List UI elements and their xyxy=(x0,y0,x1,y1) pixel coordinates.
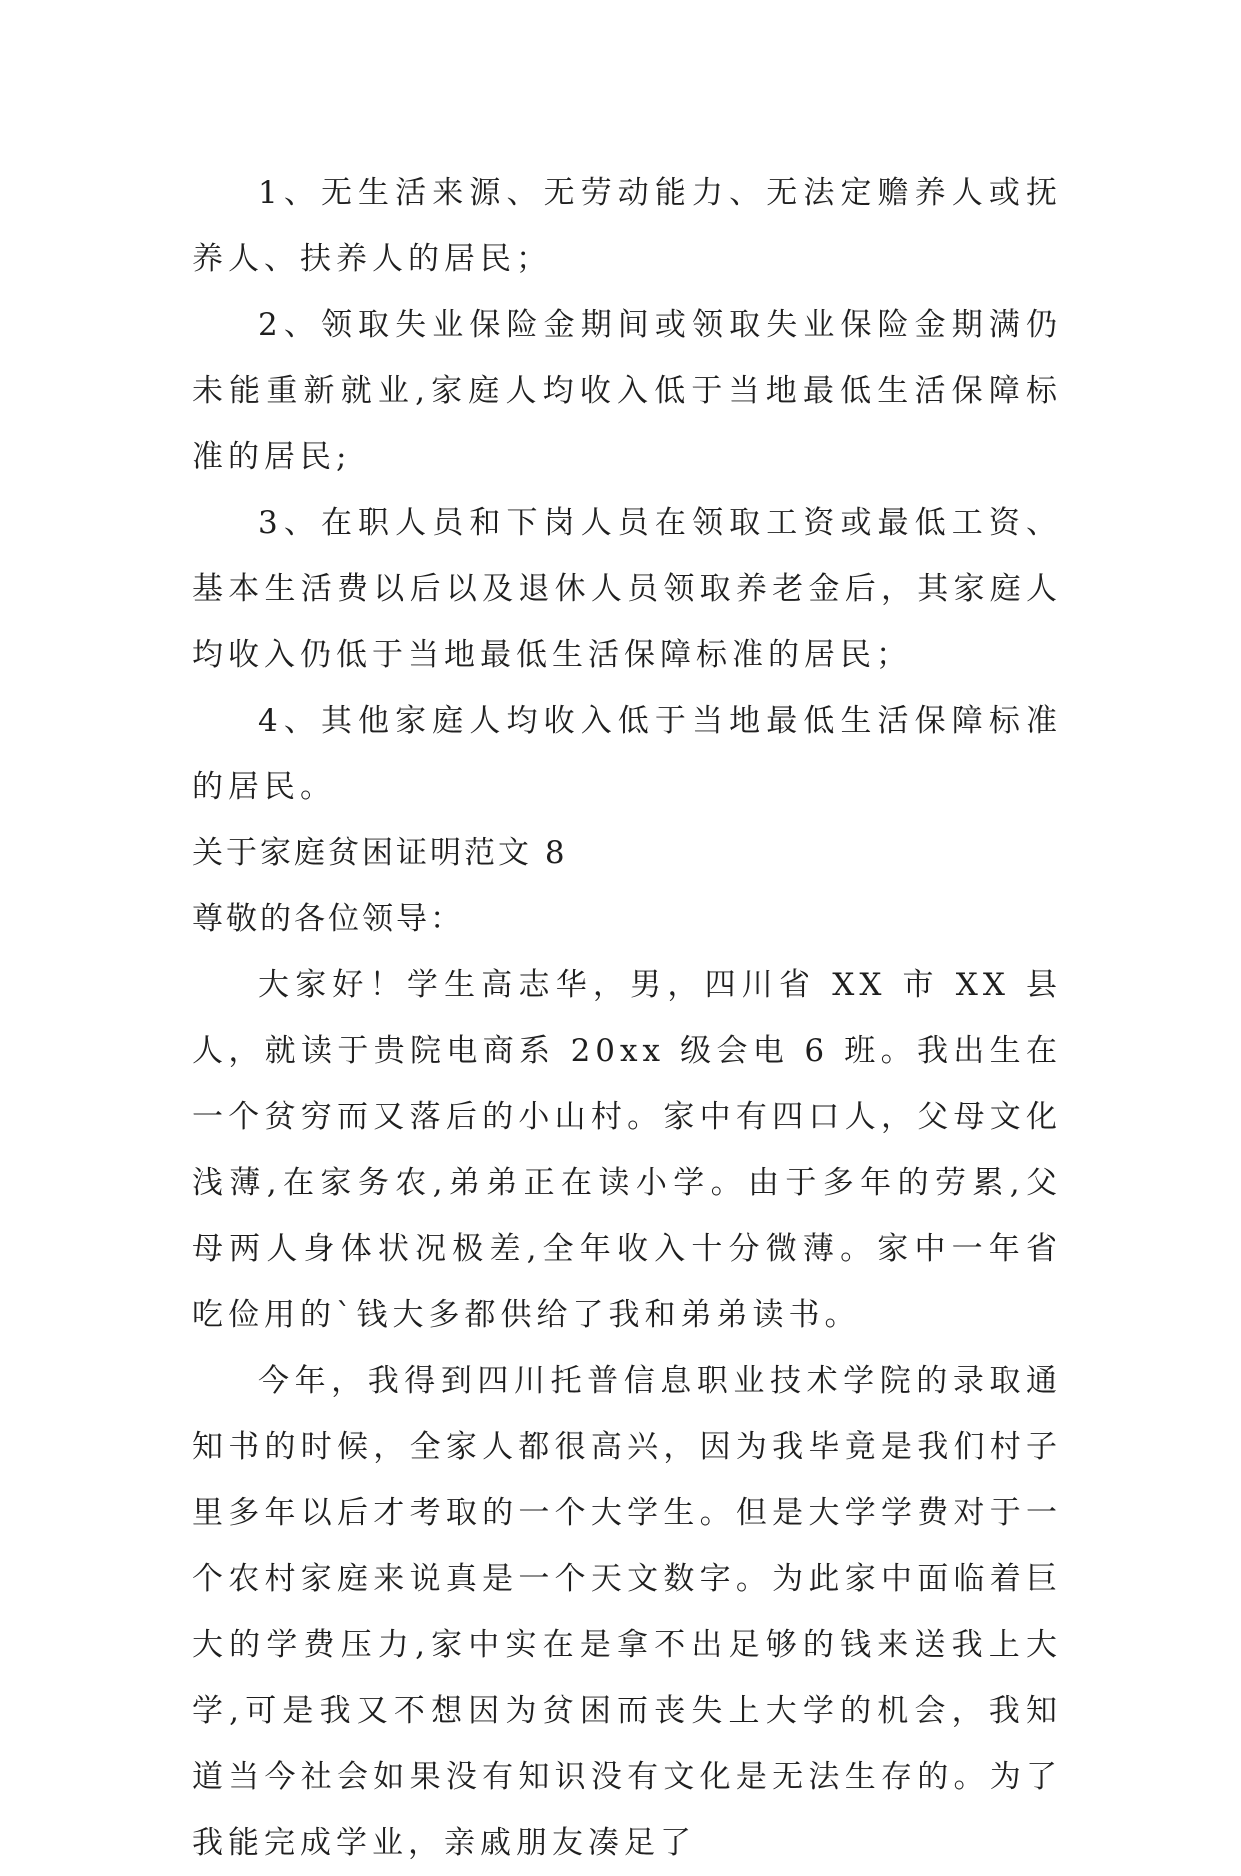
paragraph-item-1: 1、无生活来源、无劳动能力、无法定赡养人或抚养人、扶养人的居民； xyxy=(192,175,1062,277)
paragraph-item-4: 4、其他家庭人均收入低于当地最低生活保障标准的居民。 xyxy=(192,703,1062,805)
salutation: 尊敬的各位领导： xyxy=(192,901,464,937)
paragraph-item-3: 3、在职人员和下岗人员在领取工资或最低工资、基本生活费以后以及退休人员领取养老金后，其家庭人均收入仍低于当地最低生活保障标准的居民； xyxy=(192,505,1062,673)
paragraph-item-2: 2、领取失业保险金期间或领取失业保险金期满仍未能重新就业,家庭人均收入低于当地最低生活保障标准的居民; xyxy=(192,307,1062,475)
body-paragraph-1: 大家好！学生高志华，男，四川省 XX 市 XX 县人，就读于贵院电商系 20xx 级会电 6 班。我出生在一个贫穷而又落后的小山村。家中有四口人，父母文化浅薄,在家务农,弟弟正在读小学。由于多年的劳累,父母两人身体状况极差,全年收入十分微薄。家中一年省吃俭用的`钱大多都供给了我和弟弟读书。 xyxy=(192,967,1062,1333)
section-title: 关于家庭贫困证明范文 8 xyxy=(192,835,568,871)
body-paragraph-2: 今年，我得到四川托普信息职业技术学院的录取通知书的时候，全家人都很高兴，因为我毕竟是我们村子里多年以后才考取的一个大学生。但是大学学费对于一个农村家庭来说真是一个天文数字。为此家中面临着巨大的学费压力,家中实在是拿不出足够的钱来送我上大学,可是我又不想因为贫困而丧失上大学的机会，我知道当今社会如果没有知识没有文化是无法生存的。为了我能完成学业，亲戚朋友凑足了 xyxy=(192,1363,1062,1861)
document-body xyxy=(192,160,1062,1876)
